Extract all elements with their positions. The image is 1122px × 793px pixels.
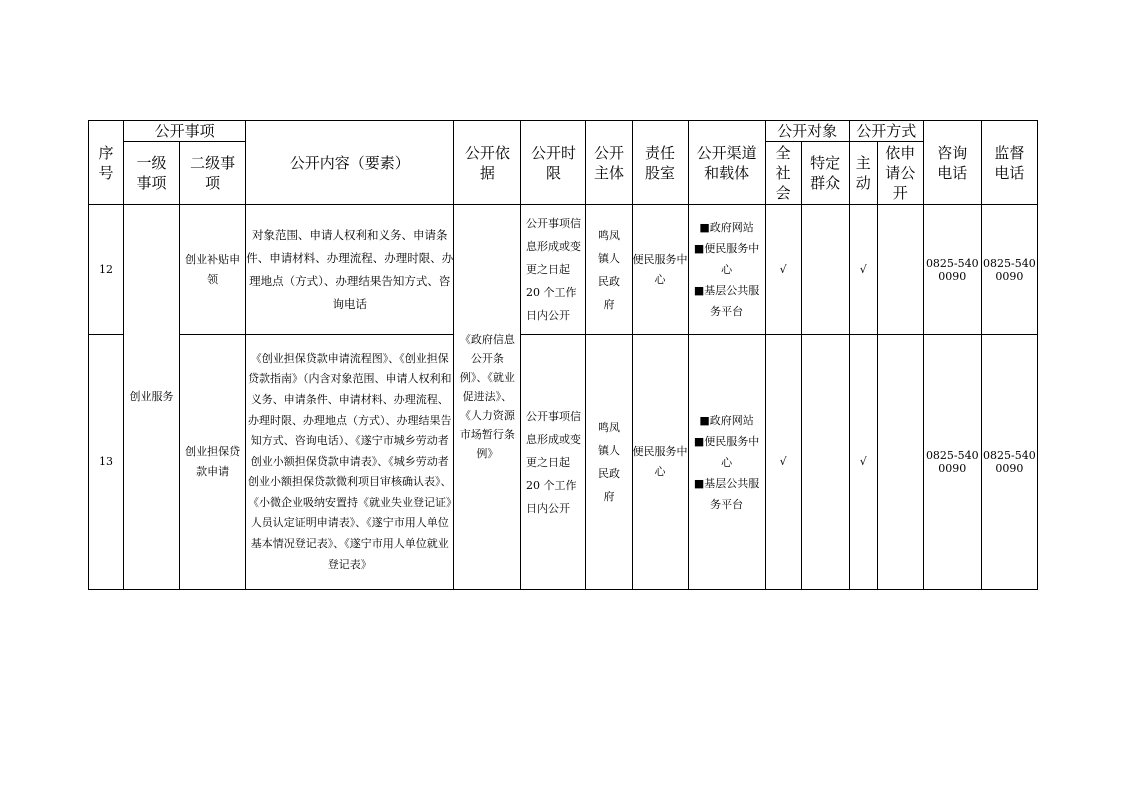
level1-cell: 创业服务: [124, 205, 180, 590]
check-active: √: [849, 335, 877, 590]
channel-cell: [688, 205, 765, 335]
content-cell: 对象范围、申请人权利和义务、申请条件、申请材料、办理流程、办理时限、办理地点（方式）、办理结果告知方式、咨询电话: [246, 205, 454, 335]
header-on-request: 依申请公开: [877, 142, 923, 205]
channel-item: ■便民服务中心: [693, 242, 760, 276]
header-items-group: 公开事项: [124, 121, 246, 142]
header-content: 公开内容（要素）: [246, 121, 454, 205]
header-level1: 一级事项: [124, 142, 180, 205]
table-row: [89, 335, 1038, 590]
check-on-request: [877, 335, 923, 590]
header-time-limit: 公开时限: [521, 121, 586, 205]
content-cell: 《创业担保贷款申请流程图》、《创业担保贷款指南》（内含对象范围、申请人权利和义务、申请条件、申请材料、办理流程、办理时限、办理地点（方式）、办理结果告知方式、咨询电话）、《遂宁市城乡劳动者创业小额担保贷款申请表》、《城乡劳动者创业小额担保贷款微利项目审核确认表》、《小微企业吸纳安置持《就业失业登记证》人员认定证明申请表》、《遂宁市用人单位基本情况登记表》、《遂宁市用人单位就业登记表》: [246, 335, 454, 590]
header-active: 主动: [849, 142, 877, 205]
office-cell: 便民服务中心: [632, 205, 688, 335]
header-consult-phone: 咨询电话: [923, 121, 981, 205]
table-row: [89, 205, 1038, 335]
supervise-phone: 0825-5400090: [981, 205, 1037, 335]
consult-phone: 0825-5400090: [923, 205, 981, 335]
channel-item: ■政府网站: [699, 413, 754, 427]
header-office: 责任股室: [632, 121, 688, 205]
supervise-phone: 0825-5400090: [981, 335, 1037, 590]
subject-cell: 鸣凤镇人民政府: [586, 205, 632, 335]
check-active: √: [849, 205, 877, 335]
header-basis: 公开依据: [454, 121, 521, 205]
basis-cell: 《政府信息公开条例》、《就业促进法》、《人力资源市场暂行条例》: [454, 205, 521, 590]
header-subject: 公开主体: [586, 121, 632, 205]
check-whole-society: √: [765, 335, 801, 590]
header-method-group: 公开方式: [849, 121, 923, 142]
header-target-group: 公开对象: [765, 121, 849, 142]
header-whole-society: 全社会: [765, 142, 801, 205]
channel-item: ■便民服务中心: [693, 434, 760, 469]
check-specific-group: [801, 205, 849, 335]
row-seq: 13: [89, 335, 124, 590]
header-seq: 序号: [89, 121, 124, 205]
channel-cell: [688, 335, 765, 590]
row-seq: 12: [89, 205, 124, 335]
subject-cell: 鸣凤镇人民政府: [586, 335, 632, 590]
check-specific-group: [801, 335, 849, 590]
channel-item: ■基层公共服务平台: [693, 284, 760, 318]
channel-item: ■基层公共服务平台: [693, 476, 760, 511]
channel-item: ■政府网站: [699, 221, 754, 234]
time-limit-cell: 公开事项信息形成或变更之日起20 个工作日内公开: [521, 205, 586, 335]
consult-phone: 0825-5400090: [923, 335, 981, 590]
check-whole-society: √: [765, 205, 801, 335]
time-limit-cell: 公开事项信息形成或变更之日起20 个工作日内公开: [521, 335, 586, 590]
level2-cell: 创业补贴申领: [180, 205, 246, 335]
header-channel: 公开渠道和载体: [688, 121, 765, 205]
check-on-request: [877, 205, 923, 335]
header-specific-group: 特定群众: [801, 142, 849, 205]
level2-cell: 创业担保贷款申请: [180, 335, 246, 590]
disclosure-table: [88, 120, 1038, 590]
header-level2: 二级事项: [180, 142, 246, 205]
header-supervise-phone: 监督电话: [981, 121, 1037, 205]
office-cell: 便民服务中心: [632, 335, 688, 590]
